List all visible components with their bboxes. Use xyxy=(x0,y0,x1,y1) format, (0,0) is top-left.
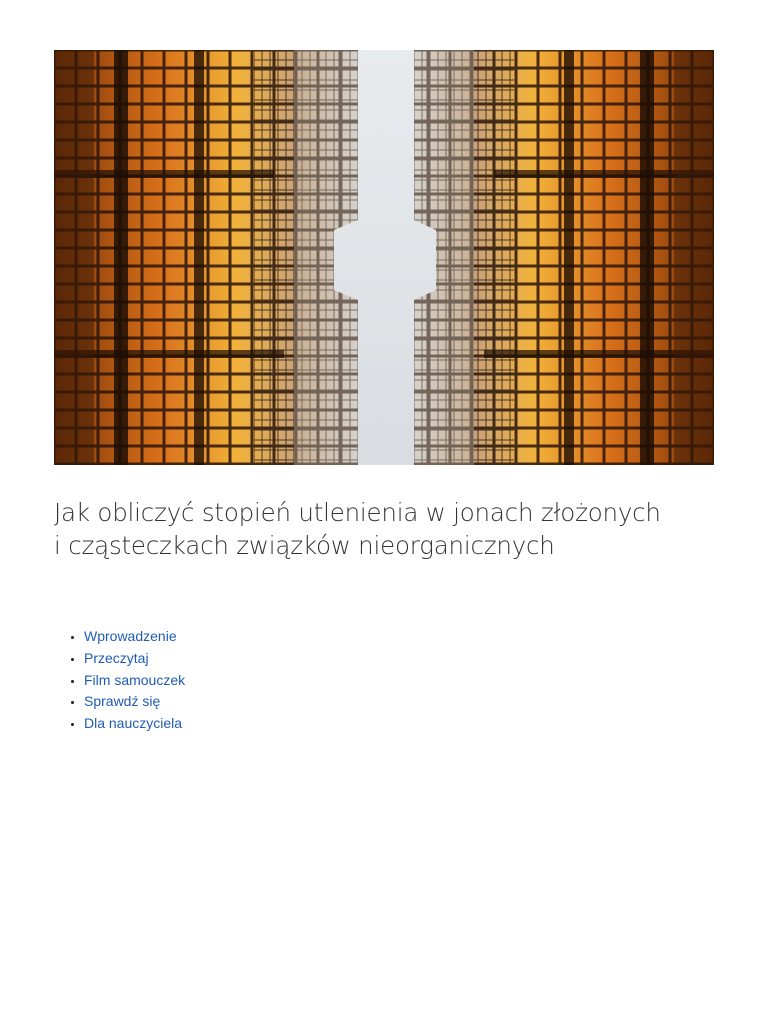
hero-image xyxy=(54,50,714,465)
toc-link-read[interactable]: Przeczytaj xyxy=(84,649,149,666)
toc-item-tutorial-film xyxy=(84,670,185,692)
page-title xyxy=(54,496,734,562)
toc-link-for-teacher[interactable]: Dla nauczyciela xyxy=(84,715,183,732)
toc-link-tutorial-film[interactable]: Film samouczek xyxy=(84,671,186,688)
table-of-contents xyxy=(62,626,185,735)
toc-item-read xyxy=(84,648,185,670)
toc-item-for-teacher xyxy=(84,713,185,735)
toc-item-introduction xyxy=(84,626,185,648)
toc-link-check-yourself[interactable]: Sprawdź się xyxy=(84,693,161,710)
toc-item-check-yourself xyxy=(84,691,185,713)
page-title-line-2: i cząsteczkach związków nieorganicznych xyxy=(54,531,555,560)
skyscraper-photo xyxy=(54,50,714,465)
page-title-line-1: Jak obliczyć stopień utlenienia w jonach złożonych xyxy=(54,498,661,527)
toc-link-introduction[interactable]: Wprowadzenie xyxy=(84,628,177,644)
